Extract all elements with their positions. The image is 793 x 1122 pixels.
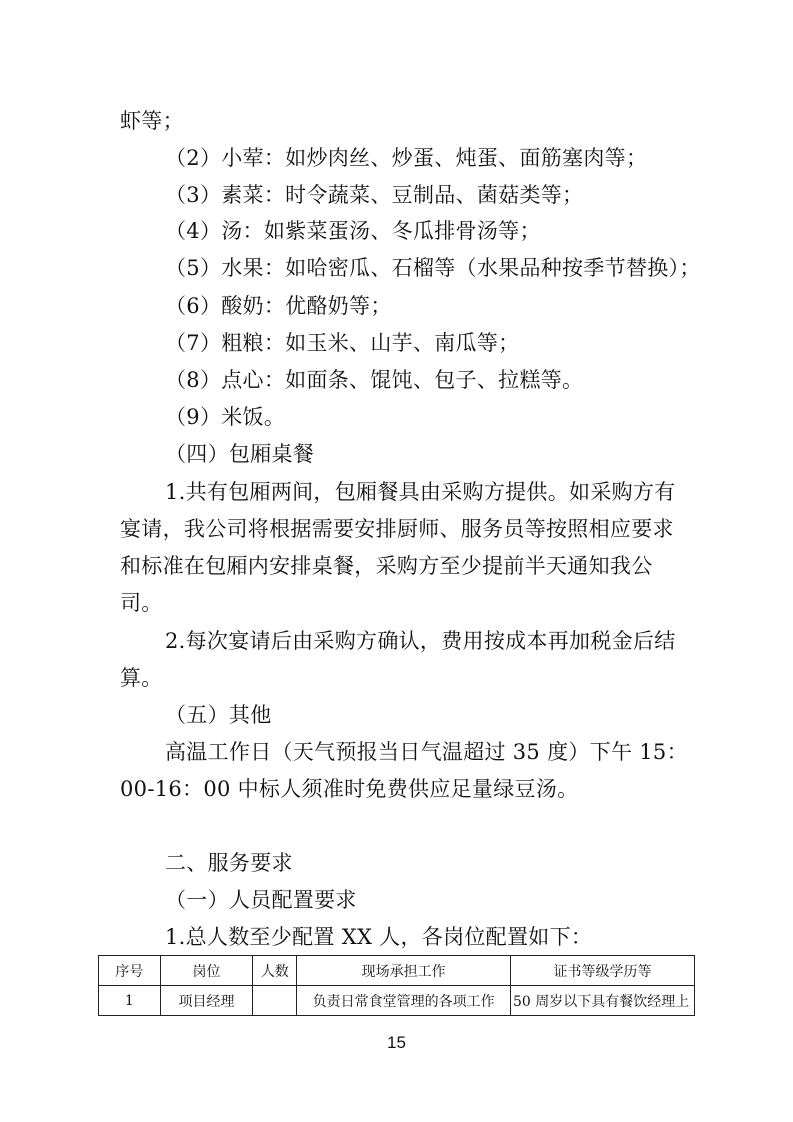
table-cell: 负责日常食堂管理的各项工作 — [297, 986, 511, 1016]
section-heading: 二、服务要求 — [165, 851, 293, 875]
text-line: （9）米饭。 — [165, 405, 286, 429]
table-row — [99, 986, 695, 1016]
text-line: 1.共有包厢两间，包厢餐具由采购方提供。如采购方有 — [165, 480, 676, 504]
text-line: （5）水果：如哈密瓜、石榴等（水果品种按季节替换）； — [165, 256, 701, 280]
table-header-row — [99, 956, 695, 986]
text-line: 2.每次宴请后由采购方确认，费用按成本再加税金后结 — [165, 629, 676, 653]
text-line: 和标准在包厢内安排桌餐，采购方至少提前半天通知我公 — [120, 554, 653, 578]
text-line: 1.总人数至少配置 XX 人，各岗位配置如下： — [165, 925, 593, 949]
text-line: （3）素菜：时令蔬菜、豆制品、菌菇类等； — [165, 183, 584, 207]
section-heading: （五）其他 — [165, 703, 272, 727]
table-header-cell: 证书等级学历等 — [511, 956, 695, 986]
table-header-cell: 现场承担工作 — [297, 956, 511, 986]
table-cell: 项目经理 — [160, 986, 253, 1016]
text-line: 司。 — [120, 591, 163, 615]
table-header-cell: 序号 — [99, 956, 161, 986]
table-cell — [253, 986, 297, 1016]
text-line: （8）点心：如面条、馄饨、包子、拉糕等。 — [165, 368, 584, 392]
staff-table — [98, 955, 695, 1016]
table-header-cell: 人数 — [253, 956, 297, 986]
table-header-cell: 岗位 — [160, 956, 253, 986]
text-line: 00-16：00 中标人须准时免费供应足量绿豆汤。 — [120, 777, 579, 801]
page-number: 15 — [387, 1033, 406, 1052]
text-line: 算。 — [120, 666, 163, 690]
text-line: （6）酸奶：优酪奶等； — [165, 294, 392, 318]
text-line: （2）小荤：如炒肉丝、炒蛋、炖蛋、面筋塞肉等； — [165, 146, 648, 170]
table-cell: 50 周岁以下具有餐饮经理上 — [511, 986, 695, 1016]
section-heading: （一）人员配置要求 — [165, 888, 357, 912]
text-line: （4）汤：如紫菜蛋汤、冬瓜排骨汤等； — [165, 219, 541, 243]
text-line: 虾等； — [120, 109, 184, 133]
table-cell: 1 — [99, 986, 161, 1016]
text-line: 高温工作日（天气预报当日气温超过 35 度）下午 15： — [165, 740, 688, 764]
section-heading: （四）包厢桌餐 — [165, 442, 315, 466]
text-line: 宴请，我公司将根据需要安排厨师、服务员等按照相应要求 — [120, 517, 674, 541]
text-line: （7）粗粮：如玉米、山芋、南瓜等； — [165, 331, 520, 355]
